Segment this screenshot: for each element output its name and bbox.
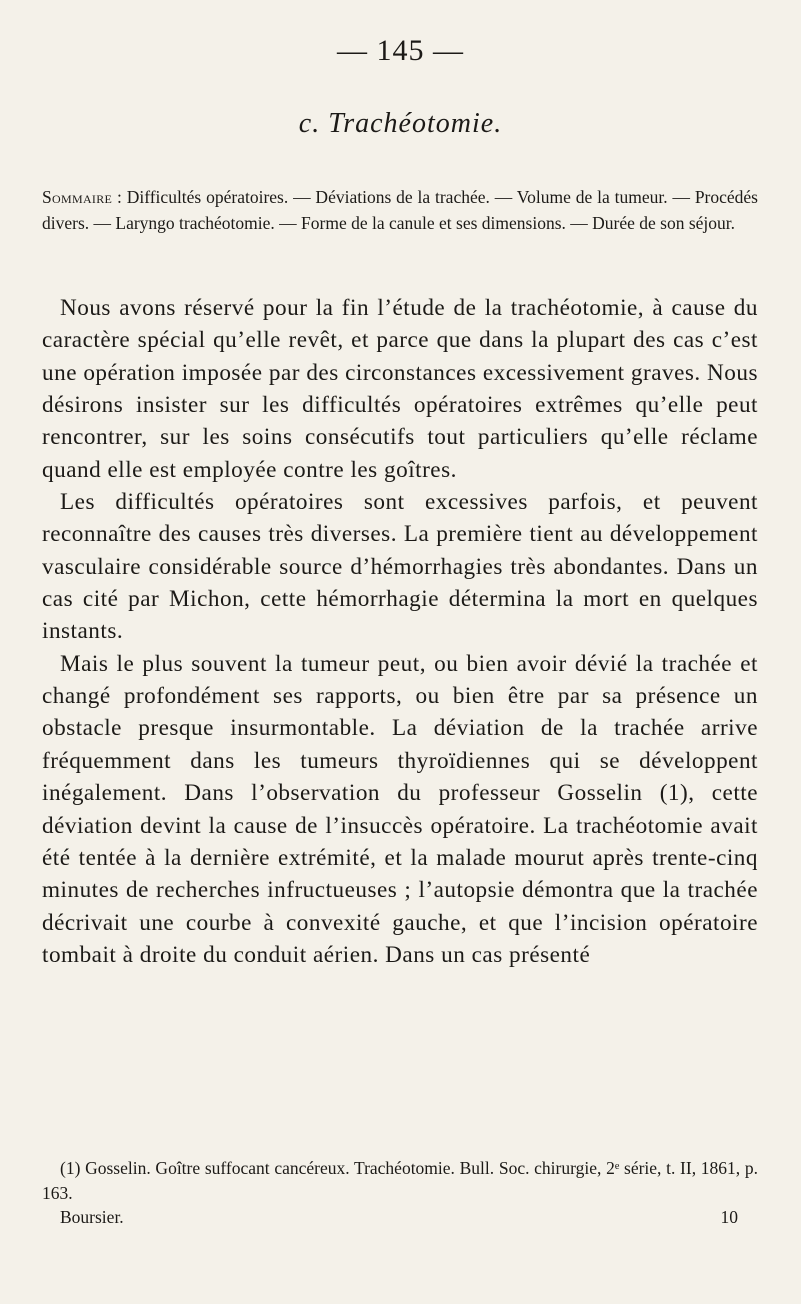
summary [42, 184, 758, 236]
section-title: c. Trachéotomie. [298, 108, 503, 139]
author-name: Boursier. [60, 1207, 124, 1227]
signature-line [60, 1205, 738, 1230]
signature-mark: 10 [720, 1207, 738, 1227]
paragraph: Mais le plus souvent la tumeur peut, ou bien avoir dévié la trachée et changé profondément ses rapports, ou bien être par sa présence un obstacle presque insurmontable. La déviation de la trachée arrive fréquemment dans les tumeurs thyroïdiennes qui se développent inégalement. Dans l’observation du professeur Gosselin (1), cette déviation devint la cause de l’insuccès opératoire. La trachéotomie avait été tentée à la dernière extrémité, et la malade mourut après trente-cinq minutes de recherches infructueuses ; l’autopsie démontra que la trachée décrivait une courbe à convexité gauche, et que l’incision opératoire tombait à droite du conduit aérien. Dans un cas présenté [42, 650, 758, 968]
body-text [42, 292, 758, 971]
paragraph: Les difficultés opératoires sont excessives parfois, et peuvent reconnaître des causes très diverses. La première tient au développement vasculaire considérable source d’hémorrhagies très abondantes. Dans un cas cité par Michon, cette hémorrhagie détermina la mort en quelques instants. [42, 489, 758, 645]
summary-text: : Difficultés opératoires. — Déviations de la trachée. — Volume de la tumeur. — Procédés divers. — Laryngo trachéotomie. — Forme de la canule et ses dimensions. — Durée de son séjour. [42, 187, 758, 233]
paragraph: Nous avons réservé pour la fin l’étude de la trachéotomie, à cause du caractère spécial qu’elle revêt, et parce que dans la plupart des cas c’est une opération imposée par des circonstances excessivement graves. Nous désirons insister sur les difficultés opératoires extrêmes qu’elle peut rencontrer, sur les soins consécutifs tout particuliers qu’elle réclame quand elle est employée contre les goîtres. [42, 295, 758, 483]
page-number: — 145 — [337, 34, 464, 67]
summary-label: Sommaire [42, 187, 113, 207]
footnote: (1) Gosselin. Goître suffocant cancéreux. Trachéotomie. Bull. Soc. chirurgie, 2ᵉ série, t. II, 1861, p. 163. [42, 1158, 758, 1203]
